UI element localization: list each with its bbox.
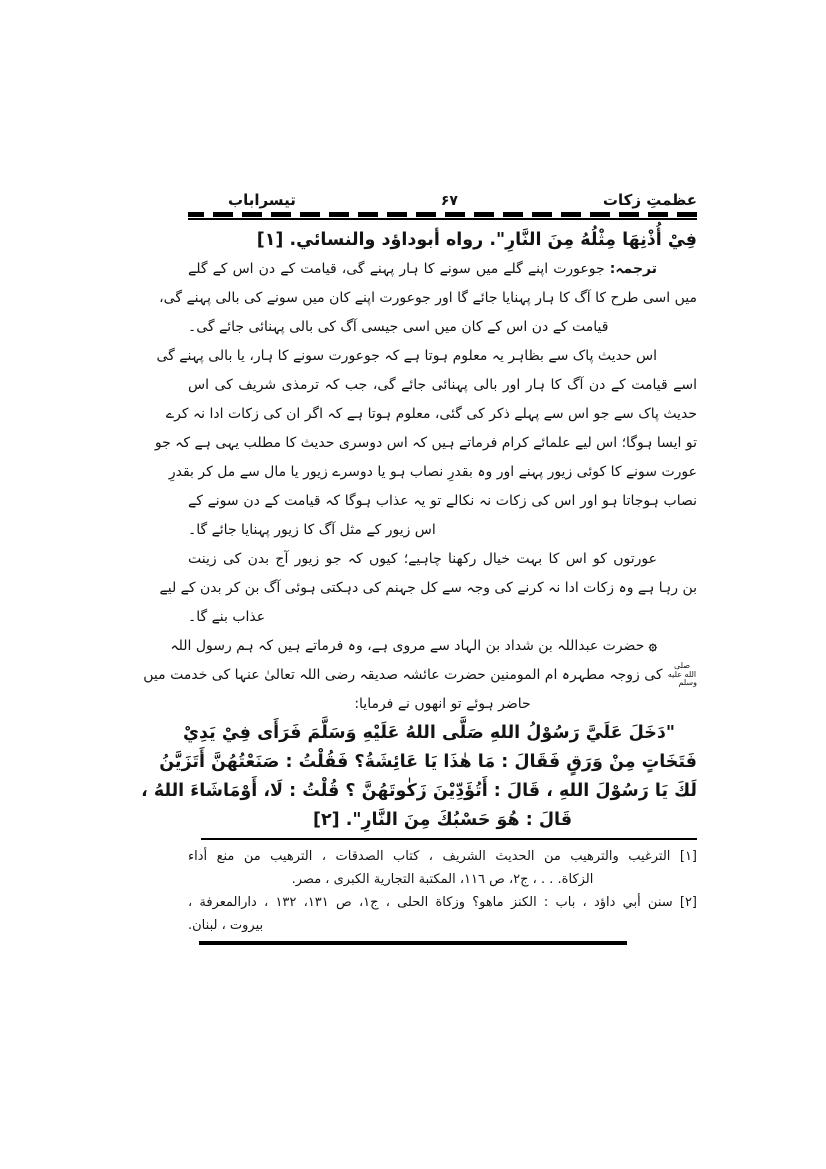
footnotes-section <box>188 845 697 937</box>
explanation-line: حدیث پاک سے جو اس سے پہلے ذکر کی گئی، معلوم ہوتا ہے کہ اگر ان کی زکات ادا نہ کرے <box>165 406 697 422</box>
narration-text: حضرت عبداللہ بن شداد بن الہاد سے مروی ہے، وہ فرماتے ہیں کہ ہم رسول اللہ <box>170 638 645 654</box>
footnote-line: [١] الترغيب والترهيب من الحديث الشريف ، كتاب الصدقات ، الترهيب من منع أداء <box>188 849 697 864</box>
footnote-divider <box>201 838 697 840</box>
translation-line: قیامت کے دن اس کے کان میں اسی جیسی آگ کی بالی پہنائی جائے گی۔ <box>188 319 609 335</box>
narration-text: کی زوجہ مطہرہ ام المومنین حضرت عائشہ صدیقہ رضی اللہ تعالیٰ عنہا کی خدمت میں <box>143 667 663 683</box>
page-bottom-rule <box>199 941 627 945</box>
book-page <box>141 184 697 945</box>
header-chapter-title: تیسراباب <box>228 191 296 209</box>
explanation-line: عورت سونے کا کوئی زیور پہنے اور وہ بقدرِ نصاب ہو یا دوسرے زیور یا مال سے مل کر بقدرِ <box>168 464 697 480</box>
advice-line: بن رہا ہے وہ زکات ادا نہ کرنے کی وجہ سے کل جہنم کی دہکتی ہوئی آگ بن کر بدن کے لیے <box>159 580 697 596</box>
header-divider-solid <box>188 218 697 220</box>
translation-line: میں اسی طرح کا آگ کا ہار پہنایا جائے گا اور جوعورت اپنے کان میں سونے کی بالی پہنے گی، <box>159 290 697 306</box>
translation-line <box>188 255 697 284</box>
footnote-line: [٢] سنن أبي داؤد ، باب : الكنز ماهو؟ وزكاة الحلى ، ج١، ص ١٣١، ١٣٢ ، دارالمعرفة ، <box>188 895 697 910</box>
advice-line: عذاب بنے گا۔ <box>188 609 266 625</box>
explanation-line: اس زیور کے مثل آگ کا زیور پہنایا جائے گا۔ <box>188 522 436 538</box>
hadith-aisha-paragraph <box>141 719 697 835</box>
page-header <box>188 184 697 209</box>
hadith-arabic-line: لَكَ يَا رَسُوْلَ اللهِ ، قَالَ : أَتُؤَدِّيْنَ زَكٰوتَهُنَّ ؟ قُلْتُ : لَا، أَوْمَاشَاءَ اللهُ ، <box>141 781 697 801</box>
narration-paragraph <box>143 632 697 719</box>
translation-label: ترجمہ: <box>609 261 657 277</box>
advice-line: عورتوں کو اس کا بہت خیال رکھنا چاہیے؛ کیوں کہ جو زیور آج بدن کی زینت <box>188 551 657 567</box>
explanation-line: اس حدیث پاک سے بظاہر یہ معلوم ہوتا ہے کہ جوعورت سونے کا ہار، یا بالی پہنے گی <box>156 348 657 364</box>
explanation-line: نصاب ہوجاتا ہو اور اس کی زکات نہ نکالے تو یہ عذاب ہوگا کہ قیامت کے دن سونے کے <box>188 493 697 509</box>
explanation-line: تو ایسا ہوگا؛ اس لیے علمائے کرام فرماتے ہیں کہ اس دوسری حدیث کا مطلب یہی ہے کہ جو <box>154 435 697 451</box>
footnote-line: الزكاة. . . ، ج٢، ص ١١٦، المكتبة التجارية الكبرى ، مصر. <box>291 872 594 887</box>
explanation-paragraph <box>154 342 697 545</box>
translation-text: جوعورت اپنے گلے میں سونے کا ہار پہنے گی، قیامت کے دن اس کے گلے <box>188 261 605 277</box>
header-page-number: ۶۷ <box>440 193 458 209</box>
narration-line <box>143 661 697 690</box>
salutation-ligature: صلى الله عليه وسلم <box>667 661 697 688</box>
translation-paragraph <box>159 255 697 342</box>
narration-line: حاضر ہوئے تو انھوں نے فرمایا: <box>354 696 531 712</box>
narration-line <box>170 632 697 661</box>
header-book-title: عظمتِ زکات <box>602 191 697 209</box>
explanation-line: اسے قیامت کے دن آگ کا ہار اور بالی پہنائی جائے گی، جب کہ ترمذی شریف کی اس <box>188 377 697 393</box>
advice-paragraph <box>159 545 697 632</box>
rub-el-hizb-icon: ۞ <box>648 638 657 654</box>
page-body <box>141 226 697 835</box>
hadith-arabic-ending-line: فِيْ أُذْنِهَا مِثْلُهُ مِنَ النَّارِ". رواه أبوداؤد والنسائي. [١] <box>256 230 697 250</box>
hadith-arabic-line: قَالَ : هُوَ حَسْبُكَ مِنَ النَّارِ". [٢] <box>312 810 573 830</box>
hadith-arabic-line: فَتَخَاتٍ مِنْ وَرَقٍ فَقَالَ : مَا هٰذَا يَا عَائِشَةُ؟ فَقُلْتُ : صَنَعْتُهُنَّ أَتَزَيَّنُ <box>159 752 697 772</box>
header-divider-dashed <box>188 212 697 217</box>
footnote-line: بيروت ، لبنان. <box>188 918 264 933</box>
hadith-arabic-line: "دَخَلَ عَلَيَّ رَسُوْلُ اللهِ صَلَّى اللهُ عَلَيْهِ وَسَلَّمَ فَرَأَى فِيْ يَدِيْ <box>183 723 675 743</box>
